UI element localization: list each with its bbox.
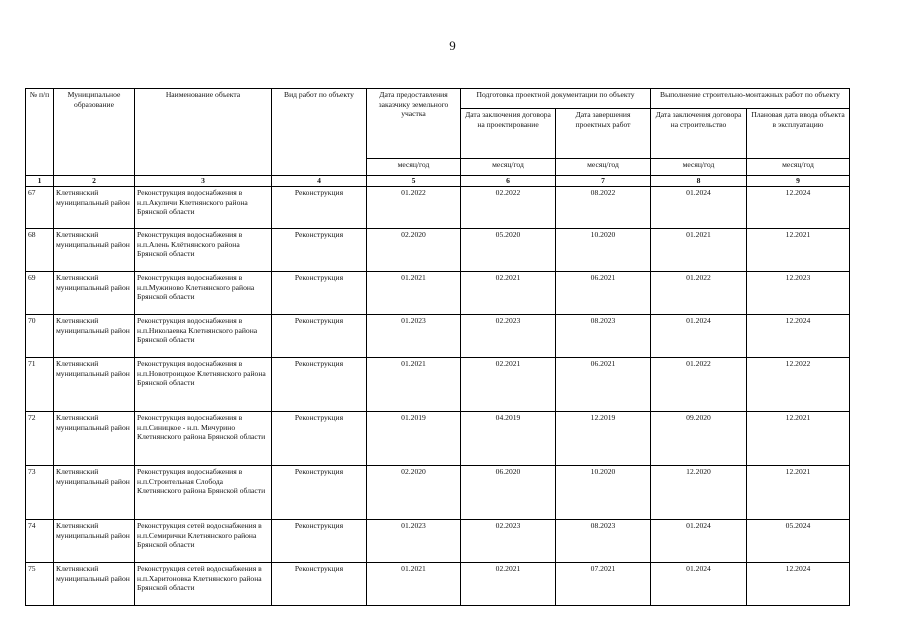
row-num: 70: [26, 315, 54, 358]
column-number: 1: [26, 176, 54, 187]
row-municipality: Клетнянский муниципальный район: [54, 229, 135, 272]
row-build-contract: 01.2024: [651, 520, 747, 563]
row-build-contract: 01.2022: [651, 272, 747, 315]
row-design-contract: 02.2023: [461, 520, 556, 563]
unit-label: месяц/год: [747, 159, 850, 176]
column-number: 5: [367, 176, 461, 187]
row-work-type: Реконструкция: [272, 358, 367, 412]
row-municipality: Клетнянский муниципальный район: [54, 563, 135, 606]
row-design-end: 10.2020: [556, 229, 651, 272]
row-commission: 05.2024: [747, 520, 850, 563]
construction-schedule-table: [25, 88, 850, 606]
row-design-contract: 02.2021: [461, 563, 556, 606]
header-build-group: Выполнение строительно-монтажных работ по объекту: [651, 89, 850, 109]
column-number: 7: [556, 176, 651, 187]
row-land-date: 02.2020: [367, 466, 461, 520]
row-land-date: 01.2019: [367, 412, 461, 466]
row-build-contract: 01.2024: [651, 315, 747, 358]
row-commission: 12.2021: [747, 412, 850, 466]
table-row: [26, 358, 850, 412]
row-design-contract: 05.2020: [461, 229, 556, 272]
row-design-end: 08.2022: [556, 187, 651, 229]
row-build-contract: 12.2020: [651, 466, 747, 520]
row-land-date: 02.2020: [367, 229, 461, 272]
header-design-group: Подготовка проектной документации по объекту: [461, 89, 651, 109]
column-number: 6: [461, 176, 556, 187]
header-design-end: Дата завершения проектных работ: [556, 109, 651, 159]
header-commission: Плановая дата ввода объекта в эксплуатацию: [747, 109, 850, 159]
row-build-contract: 09.2020: [651, 412, 747, 466]
row-build-contract: 01.2024: [651, 563, 747, 606]
row-object-name: Реконструкция водоснабжения в н.п.Акуличи Клетнянского района Брянской области: [135, 187, 272, 229]
row-design-end: 07.2021: [556, 563, 651, 606]
row-municipality: Клетнянский муниципальный район: [54, 272, 135, 315]
row-object-name: Реконструкция водоснабжения в н.п.Мужиново Клетнянского района Брянской области: [135, 272, 272, 315]
row-commission: 12.2021: [747, 229, 850, 272]
row-land-date: 01.2021: [367, 272, 461, 315]
row-num: 74: [26, 520, 54, 563]
row-build-contract: 01.2021: [651, 229, 747, 272]
row-land-date: 01.2023: [367, 315, 461, 358]
row-design-end: 12.2019: [556, 412, 651, 466]
row-municipality: Клетнянский муниципальный район: [54, 520, 135, 563]
row-commission: 12.2024: [747, 563, 850, 606]
row-object-name: Реконструкция водоснабжения в н.п.Синицкое - н.п. Мичурино Клетнянского района Брянской области: [135, 412, 272, 466]
row-design-end: 08.2023: [556, 520, 651, 563]
table-row: [26, 315, 850, 358]
column-number: 4: [272, 176, 367, 187]
row-municipality: Клетнянский муниципальный район: [54, 412, 135, 466]
column-number-row: [26, 176, 850, 187]
row-num: 71: [26, 358, 54, 412]
row-municipality: Клетнянский муниципальный район: [54, 315, 135, 358]
row-land-date: 01.2022: [367, 187, 461, 229]
row-commission: 12.2022: [747, 358, 850, 412]
row-commission: 12.2021: [747, 466, 850, 520]
row-num: 72: [26, 412, 54, 466]
row-design-end: 08.2023: [556, 315, 651, 358]
row-commission: 12.2024: [747, 187, 850, 229]
row-object-name: Реконструкция сетей водоснабжения в н.п.Семирички Клетнянского района Брянской области: [135, 520, 272, 563]
table-row: [26, 520, 850, 563]
row-commission: 12.2024: [747, 315, 850, 358]
row-work-type: Реконструкция: [272, 272, 367, 315]
unit-label: месяц/год: [556, 159, 651, 176]
row-design-contract: 02.2021: [461, 272, 556, 315]
header-design-contract: Дата заключения договора на проектирование: [461, 109, 556, 159]
row-design-contract: 06.2020: [461, 466, 556, 520]
header-work-type: Вид работ по объекту: [272, 89, 367, 176]
row-object-name: Реконструкция водоснабжения в н.п.Новотроицкое Клетнянского района Брянской области: [135, 358, 272, 412]
row-num: 68: [26, 229, 54, 272]
row-municipality: Клетнянский муниципальный район: [54, 187, 135, 229]
row-land-date: 01.2023: [367, 520, 461, 563]
row-design-contract: 02.2021: [461, 358, 556, 412]
row-num: 67: [26, 187, 54, 229]
row-work-type: Реконструкция: [272, 229, 367, 272]
row-municipality: Клетнянский муниципальный район: [54, 358, 135, 412]
header-municipality: Муниципальное образование: [54, 89, 135, 176]
row-land-date: 01.2021: [367, 358, 461, 412]
row-design-contract: 04.2019: [461, 412, 556, 466]
row-build-contract: 01.2024: [651, 187, 747, 229]
row-design-end: 06.2021: [556, 272, 651, 315]
table-row: [26, 229, 850, 272]
row-num: 69: [26, 272, 54, 315]
row-num: 75: [26, 563, 54, 606]
row-work-type: Реконструкция: [272, 315, 367, 358]
column-number: 2: [54, 176, 135, 187]
row-design-end: 06.2021: [556, 358, 651, 412]
header-land-date: Дата предоставления заказчику земельного участка: [367, 89, 461, 159]
page-number: 9: [449, 38, 456, 53]
row-object-name: Реконструкция водоснабжения в н.п.Николаевка Клетнянского района Брянской области: [135, 315, 272, 358]
row-design-contract: 02.2022: [461, 187, 556, 229]
header-object-name: Наименование объекта: [135, 89, 272, 176]
row-work-type: Реконструкция: [272, 412, 367, 466]
row-commission: 12.2023: [747, 272, 850, 315]
table-row: [26, 466, 850, 520]
row-design-contract: 02.2023: [461, 315, 556, 358]
row-municipality: Клетнянский муниципальный район: [54, 466, 135, 520]
table-row: [26, 187, 850, 229]
row-land-date: 01.2021: [367, 563, 461, 606]
row-build-contract: 01.2022: [651, 358, 747, 412]
row-work-type: Реконструкция: [272, 187, 367, 229]
row-object-name: Реконструкция водоснабжения в н.п.Строительная Слобода Клетнянского района Брянской области: [135, 466, 272, 520]
row-design-end: 10.2020: [556, 466, 651, 520]
table-row: [26, 563, 850, 606]
header-build-contract: Дата заключения договора на строительство: [651, 109, 747, 159]
header-num: № п/п: [26, 89, 54, 176]
column-number: 8: [651, 176, 747, 187]
row-work-type: Реконструкция: [272, 466, 367, 520]
unit-label: месяц/год: [651, 159, 747, 176]
row-object-name: Реконструкция сетей водоснабжения в н.п.Харитоновка Клетнянского района Брянской области: [135, 563, 272, 606]
column-number: 3: [135, 176, 272, 187]
table-row: [26, 272, 850, 315]
unit-label: месяц/год: [367, 159, 461, 176]
column-number: 9: [747, 176, 850, 187]
row-work-type: Реконструкция: [272, 563, 367, 606]
table-row: [26, 412, 850, 466]
row-object-name: Реконструкция водоснабжения в н.п.Алень Клётнянского района Брянской области: [135, 229, 272, 272]
row-work-type: Реконструкция: [272, 520, 367, 563]
unit-label: месяц/год: [461, 159, 556, 176]
row-num: 73: [26, 466, 54, 520]
